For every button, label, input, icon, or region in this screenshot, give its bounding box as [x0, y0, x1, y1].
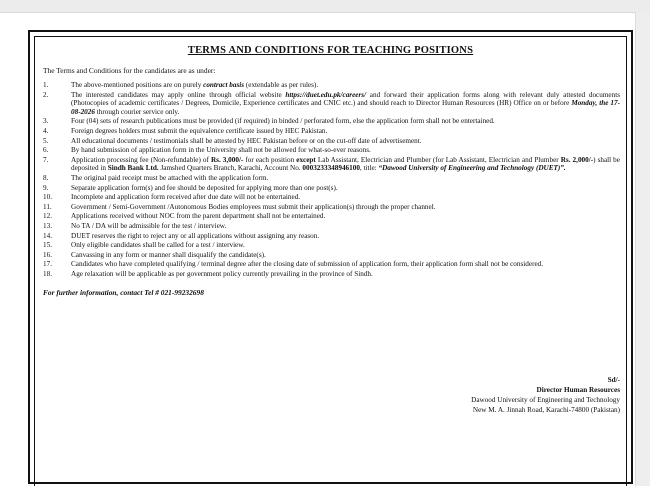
term-text-part: The original paid receipt must be attached with the application form. [71, 173, 269, 182]
term-text-part: and forward their application forms along with relevant duly attested documents (Photocopies of academic certificates / Degrees, Domicile, Experience certificates and CNIC etc.) and should reach to Director Human Resources (HR) Office on or before [71, 90, 620, 108]
term-text-part: The above-mentioned positions are on purely [71, 81, 204, 89]
term-item-15 [41, 241, 620, 250]
term-item-3 [41, 117, 620, 126]
term-number: 6. [43, 146, 49, 155]
term-text-part: Four (04) sets of research publications must be provided (if required) in binded / perforated form, else the application form shall not be entertained. [71, 117, 495, 126]
term-text-part: Application processing fee (Non-refundable) of [71, 155, 211, 164]
term-text-part: All educational documents / testimonials shall be attested by HEC Pakistan before or on the cut-off date of advertisement. [71, 136, 422, 145]
term-item-12 [41, 212, 620, 221]
term-text-part: By hand submission of application form in the University shall not be allowed for what-so-ever reasons. [71, 146, 371, 155]
term-text-part: Sindh Bank Ltd. [107, 164, 159, 173]
term-item-8 [41, 174, 620, 183]
term-text-part: Rs. 2,000/- [560, 155, 594, 164]
term-item-9 [41, 184, 620, 193]
term-number: 14. [43, 231, 52, 240]
term-text-part: Monday, the 17-08-2026 [71, 99, 621, 116]
term-item-7 [41, 156, 620, 173]
term-text-part: Government / Semi-Government /Autonomous Bodies employees must submit their application(s) through the proper channel. [71, 202, 436, 211]
term-number: 16. [43, 250, 52, 259]
term-text-part: Jamshed Quarters Branch, Karachi, Account No. [158, 164, 303, 173]
viewer-top-bar [0, 0, 650, 13]
term-text-part: (extendable as per rules). [244, 81, 319, 89]
terms-list [41, 81, 620, 278]
term-text-part: The interested candidates may apply online through official website [71, 90, 286, 99]
term-number: 1. [43, 81, 49, 89]
term-text-part: Applications received without NOC from the parent department shall not be entertained. [71, 212, 326, 221]
term-number: 13. [43, 221, 52, 230]
term-item-11 [41, 203, 620, 212]
term-text-part: except [296, 155, 316, 164]
term-number: 7. [43, 155, 49, 164]
term-text-part: ) shall be deposited in [71, 155, 620, 173]
term-text-part: Rs. 3,000/- [210, 155, 244, 164]
term-number: 2. [43, 90, 49, 99]
term-text-part: contract basis [203, 81, 245, 89]
term-item-18 [41, 270, 620, 279]
term-text-part: Separate application form(s) and fee should be deposited for applying more than one post(s). [71, 183, 338, 192]
term-text-part: No TA / DA will be admissible for the test / interview. [71, 221, 227, 230]
term-text-part: Canvassing in any form or manner shall disqualify the candidate(s). [71, 250, 266, 259]
signature-address: New M. A. Jinnah Road, Karachi-74800 (Pakistan) [472, 406, 620, 414]
term-number: 9. [43, 183, 49, 192]
term-item-4 [41, 127, 620, 136]
term-text-part: DUET reserves the right to reject any or all applications without assigning any reason. [71, 231, 320, 240]
term-item-5 [41, 137, 620, 146]
term-text-part: Age relaxation will be applicable as per government policy currently prevailing in the province of Sindh. [71, 269, 373, 278]
term-number: 17. [43, 260, 52, 269]
term-text-part: Incomplete and application form received after due date will not be entertained. [71, 193, 301, 202]
term-number: 4. [43, 126, 49, 135]
term-number: 8. [43, 173, 49, 182]
further-info: For further information, contact Tel # 021-99232698 [43, 288, 204, 298]
term-item-16 [41, 251, 620, 260]
term-text-part: Lab Assistant, Electrician and Plumber (for Lab Assistant, Electrician and Plumber [315, 155, 561, 164]
intro-text: The Terms and Conditions for the candidates are as under: [43, 66, 216, 75]
signature-sd: Sd/- [607, 376, 620, 384]
term-item-1 [41, 81, 620, 90]
document-outer-border [28, 30, 633, 484]
term-text-part: through courier service only. [94, 107, 180, 116]
document-title: TERMS AND CONDITIONS FOR TEACHING POSITIONS [187, 45, 474, 56]
document-inner-border [34, 36, 627, 486]
term-number: 3. [43, 117, 49, 126]
term-item-10 [41, 193, 620, 202]
term-text-part: , title: [359, 164, 379, 173]
term-item-2 [41, 91, 620, 117]
signature-organization: Dawood University of Engineering and Technology [471, 396, 620, 404]
term-text-part: Candidates who have completed qualifying / terminal degree after the closing date of submission of application form, their application form shall not be considered. [71, 260, 544, 269]
term-number: 18. [43, 269, 52, 278]
term-text-part: https://duet.edu.pk/careers/ [285, 90, 367, 99]
term-number: 12. [43, 212, 52, 221]
term-item-14 [41, 232, 620, 241]
term-text-part: for each position [243, 155, 297, 164]
signature-block [471, 375, 620, 415]
term-item-17 [41, 260, 620, 269]
term-text-part: Only eligible candidates shall be called for a test / interview. [71, 241, 245, 250]
signature-designation: Director Human Resources [536, 386, 620, 394]
viewer-scrollbar[interactable] [635, 12, 650, 486]
term-number: 5. [43, 136, 49, 145]
term-number: 10. [43, 193, 52, 202]
term-number: 15. [43, 241, 52, 250]
term-text-part: “Dawood University of Engineering and Technology (DUET)”. [378, 164, 566, 173]
term-text-part: Foreign degrees holders must submit the equivalence certificate issued by HEC Pakistan. [71, 126, 328, 135]
term-item-6 [41, 146, 620, 155]
term-number: 11. [43, 202, 52, 211]
term-text-part: 0003233348946100 [302, 164, 360, 173]
term-item-13 [41, 222, 620, 231]
